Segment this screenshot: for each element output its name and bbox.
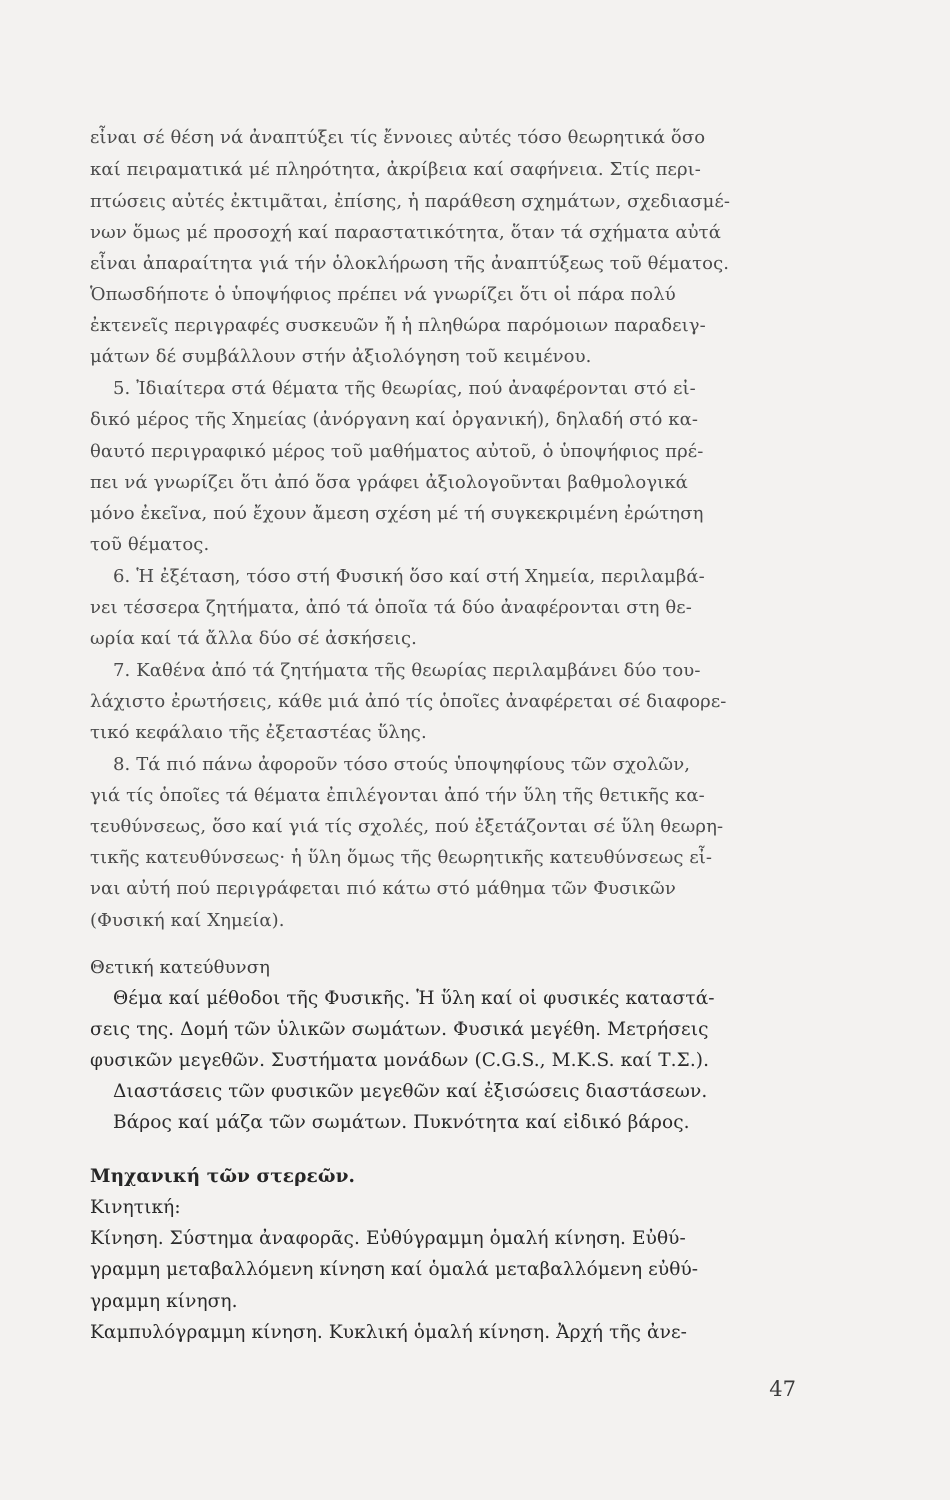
text-line: τικῆς κατευθύνσεως· ἡ ὕλη ὅμως τῆς θεωρητικῆς κατευθύνσεως εἶ- — [90, 847, 713, 868]
text-line: Καμπυλόγραμμη κίνηση. Κυκλική ὁμαλή κίνηση. Ἀρχή τῆς ἀνε- — [90, 1322, 688, 1343]
text-line: μόνο ἐκεῖνα, πού ἔχουν ἄμεση σχέση μέ τή συγκεκριμένη ἐρώτηση — [90, 503, 704, 524]
text-line: πτώσεις αὐτές ἐκτιμᾶται, ἐπίσης, ἡ παράθεση σχημάτων, σχεδιασμέ- — [90, 191, 731, 212]
text-line: θαυτό περιγραφικό μέρος τοῦ μαθήματος αὐτοῦ, ὁ ὑποψήφιος πρέ- — [90, 441, 704, 462]
text-line: γραμμη κίνηση. — [90, 1291, 238, 1312]
text-line: 6. Ἡ ἐξέταση, τόσο στή Φυσική ὅσο καί στή Χημεία, περιλαμβά- — [113, 566, 705, 587]
text-line: εἶναι ἀπαραίτητα γιά τήν ὁλοκλήρωση τῆς ἀναπτύξεως τοῦ θέματος. — [90, 253, 730, 274]
text-line: πει νά γνωρίζει ὅτι ἀπό ὅσα γράφει ἀξιολογοῦνται βαθμολογικά — [90, 472, 688, 493]
section-title: Μηχανική τῶν στερεῶν. — [90, 1166, 356, 1187]
text-line: τοῦ θέματος. — [90, 534, 210, 555]
text-line: Διαστάσεις τῶν φυσικῶν μεγεθῶν καί ἐξισώσεις διαστάσεων. — [113, 1081, 708, 1102]
text-line: Ὁπωσδήποτε ὁ ὑποψήφιος πρέπει νά γνωρίζει ὅτι οἱ πάρα πολύ — [90, 284, 676, 305]
text-line: ἐκτενεῖς περιγραφές συσκευῶν ἤ ἡ πληθώρα παρόμοιων παραδειγ- — [90, 315, 706, 336]
page-number: 47 — [769, 1377, 796, 1401]
text-line: Θέμα καί μέθοδοι τῆς Φυσικῆς. Ἡ ὕλη καί οἱ φυσικές καταστά- — [113, 988, 715, 1009]
subsection-label: Κινητική: — [90, 1197, 181, 1218]
text-line: τευθύνσεως, ὅσο καί γιά τίς σχολές, πού ἐξετάζονται σέ ὕλη θεωρη- — [90, 816, 724, 837]
text-line: τικό κεφάλαιο τῆς ἐξεταστέας ὕλης. — [90, 722, 427, 743]
text-line: γραμμη μεταβαλλόμενη κίνηση καί ὁμαλά μεταβαλλόμενη εὐθύ- — [90, 1259, 699, 1280]
text-line: (Φυσική καί Χημεία). — [90, 910, 285, 931]
text-line: νει τέσσερα ζητήματα, ἀπό τά ὁποῖα τά δύο ἀναφέρονται στη θε- — [90, 597, 692, 618]
text-line: γιά τίς ὁποῖες τά θέματα ἐπιλέγονται ἀπό τήν ὕλη τῆς θετικῆς κα- — [90, 785, 705, 806]
text-line: σεις της. Δομή τῶν ὑλικῶν σωμάτων. Φυσικά μεγέθη. Μετρήσεις — [90, 1019, 709, 1040]
text-line: εἶναι σέ θέση νά ἀναπτύξει τίς ἔννοιες αὐτές τόσο θεωρητικά ὅσο — [90, 127, 706, 148]
text-line: ωρία καί τά ἄλλα δύο σέ ἀσκήσεις. — [90, 628, 417, 649]
text-line: νων ὅμως μέ προσοχή καί παραστατικότητα, ὅταν τά σχήματα αὐτά — [90, 222, 721, 243]
text-line: λάχιστο ἐρωτήσεις, κάθε μιά ἀπό τίς ὁποῖες ἀναφέρεται σέ διαφορε- — [90, 691, 727, 712]
text-line: καί πειραματικά μέ πληρότητα, ἀκρίβεια καί σαφήνεια. Στίς περι- — [90, 159, 701, 180]
text-line: φυσικῶν μεγεθῶν. Συστήματα μονάδων (C.G.S., M.K.S. καί Τ.Σ.). — [90, 1050, 710, 1071]
text-line: δικό μέρος τῆς Χημείας (ἀνόργανη καί ὀργανική), δηλαδή στό κα- — [90, 409, 699, 430]
text-line: Βάρος καί μάζα τῶν σωμάτων. Πυκνότητα καί εἰδικό βάρος. — [113, 1112, 690, 1133]
text-line: μάτων δέ συμβάλλουν στήν ἀξιολόγηση τοῦ κειμένου. — [90, 346, 592, 367]
section-heading: Θετική κατεύθυνση — [90, 957, 270, 978]
text-line: ναι αὐτή πού περιγράφεται πιό κάτω στό μάθημα τῶν Φυσικῶν — [90, 878, 676, 899]
text-line: 7. Καθένα ἀπό τά ζητήματα τῆς θεωρίας περιλαμβάνει δύο του- — [113, 660, 701, 681]
text-line: 8. Τά πιό πάνω ἀφοροῦν τόσο στούς ὑποψηφίους τῶν σχολῶν, — [113, 754, 691, 775]
text-line: 5. Ἰδιαίτερα στά θέματα τῆς θεωρίας, πού ἀναφέρονται στό εἰ- — [113, 378, 696, 399]
text-line: Κίνηση. Σύστημα ἀναφορᾶς. Εὐθύγραμμη ὁμαλή κίνηση. Εὐθύ- — [90, 1228, 686, 1249]
